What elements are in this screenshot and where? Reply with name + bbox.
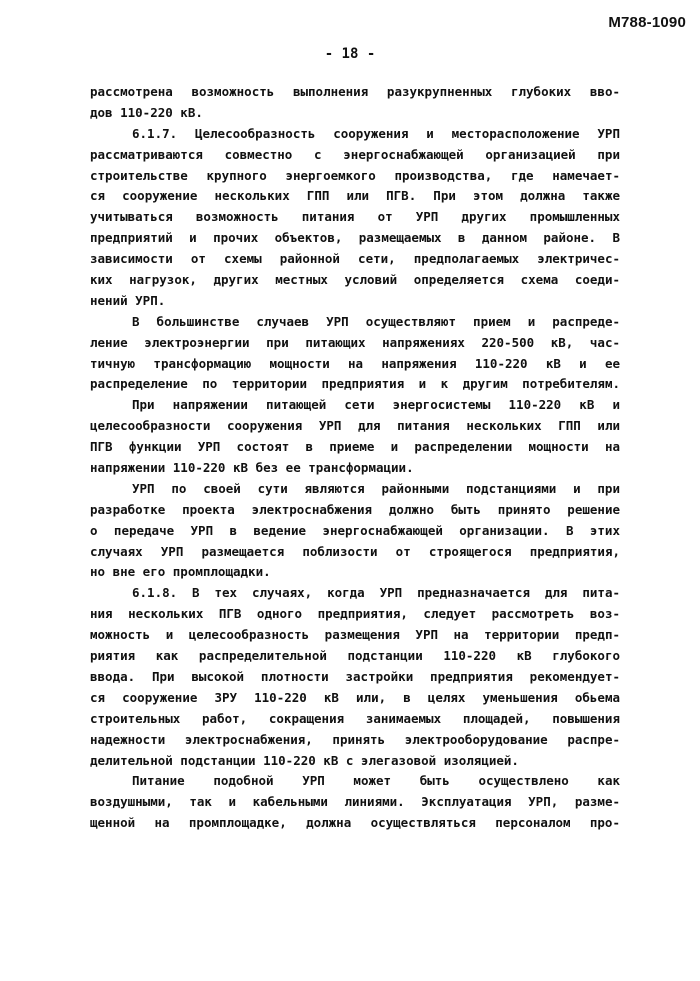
text-line: ввода. При высокой плотности застройки предприятия рекомендует- <box>90 668 620 684</box>
text-line: рассмотрена возможность выполнения разукрупненных глубоких вво- <box>90 84 620 99</box>
text-line: целесообразности сооружения УРП для питания нескольких ГПП или <box>90 418 620 434</box>
text-line: ление электроэнергии при питающих напряжениях 220-500 кВ, час- <box>90 334 620 350</box>
text-line: надежности электроснабжения, принять электрооборудование распре- <box>90 731 620 747</box>
text-line: 6.1.7. Целесообразность сооружения и месторасположение УРП <box>132 125 620 141</box>
text-line: воздушными, так и кабельными линиями. Эксплуатация УРП, разме- <box>90 794 620 810</box>
text-line: о передаче УРП в ведение энергоснабжающей организации. В этих <box>90 522 620 538</box>
text-line: Питание подобной УРП может быть осуществлено как <box>132 773 620 789</box>
text-line: рассматриваются совместно с энергоснабжающей организацией при <box>90 146 620 162</box>
text-line: предприятий и прочих объектов, размещаемых в данном районе. В <box>90 230 620 246</box>
body-text <box>90 82 620 834</box>
text-line: ся сооружение ЗРУ 110-220 кВ или, в целях уменьшения обьема <box>90 689 620 705</box>
text-line: разработке проекта электроснабжения должно быть принято решение <box>90 501 620 517</box>
text-line: В большинстве случаев УРП осуществляют прием и распреде- <box>132 313 620 329</box>
text-line: но вне его промплощадки. <box>90 564 271 580</box>
text-line: ния нескольких ПГВ одного предприятия, следует рассмотреть воз- <box>90 606 620 622</box>
text-line: можность и целесообразность размещения УРП на территории предп- <box>90 627 620 643</box>
text-line: УРП по своей сути являются районными подстанциями и при <box>132 480 620 496</box>
text-line: тичную трансформацию мощности на напряжения 110-220 кВ и ее <box>90 355 620 371</box>
text-line: строительстве крупного энергоемкого производства, где намечает- <box>90 167 620 183</box>
text-line: зависимости от схемы районной сети, предполагаемых электричес- <box>90 251 620 267</box>
text-line: При напряжении питающей сети энергосистемы 110-220 кВ и <box>132 397 620 413</box>
text-line: дов 110-220 кВ. <box>90 104 203 120</box>
text-line: щенной на промплощадке, должна осуществляться персоналом про- <box>90 815 620 831</box>
document-code: M788-1090 <box>608 14 686 31</box>
text-line: риятия как распределительной подстанции 110-220 кВ глубокого <box>90 648 620 664</box>
text-line: делительной подстанции 110-220 кВ с элегазовой изоляцией. <box>90 752 519 768</box>
text-line: строительных работ, сокращения занимаемых площадей, повышения <box>90 710 620 726</box>
page-number: - 18 - <box>324 46 376 62</box>
text-line: ких нагрузок, других местных условий определяется схема соеди- <box>90 272 620 288</box>
text-line: распределение по территории предприятия и к другим потребителям. <box>90 376 620 392</box>
text-line: нений УРП. <box>90 292 166 308</box>
text-line: учитываться возможность питания от УРП других промышленных <box>90 209 620 225</box>
text-line: ПГВ функции УРП состоят в приеме и распределении мощности на <box>90 439 620 455</box>
text-line: случаях УРП размещается поблизости от строящегося предприятия, <box>90 543 620 559</box>
text-line: ся сооружение нескольких ГПП или ПГВ. При этом должна также <box>90 188 620 204</box>
text-line: напряжении 110-220 кВ без ее трансформации. <box>90 460 414 476</box>
text-line: 6.1.8. В тех случаях, когда УРП предназначается для пита- <box>132 585 620 601</box>
